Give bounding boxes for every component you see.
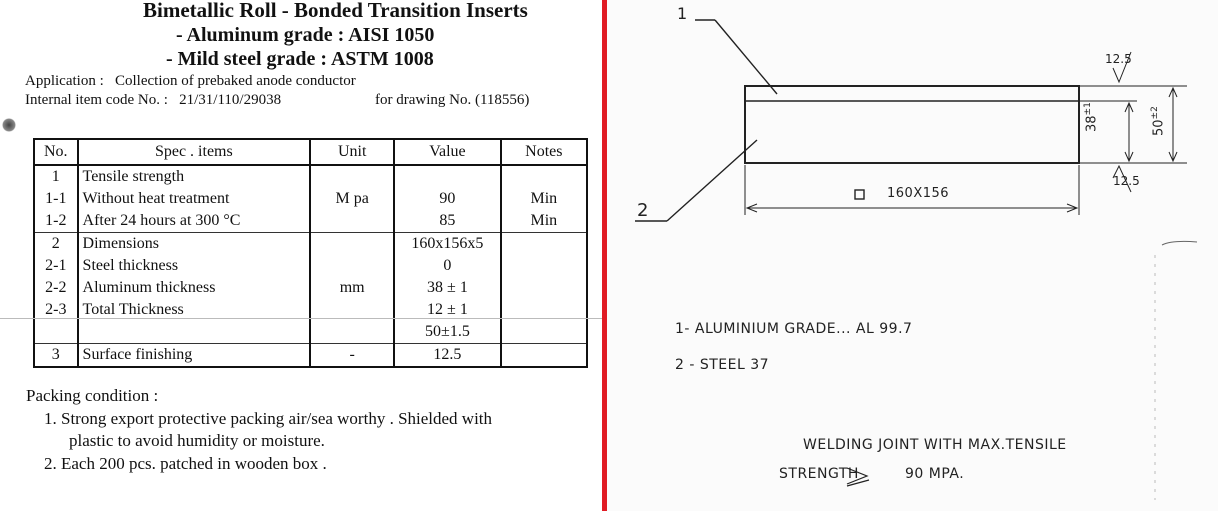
row-item: After 24 hours at 300 °C	[78, 210, 311, 233]
row-no: 2-3	[34, 299, 78, 321]
material-2-note: 2 - STEEL 37	[675, 357, 770, 373]
application-line	[25, 73, 356, 90]
row-item: Without heat treatment	[78, 188, 311, 210]
scan-line	[0, 318, 602, 319]
packing-item-1: 1. Strong export protective packing air/sea worthy . Shielded with	[44, 409, 493, 428]
row-no: 1	[34, 165, 78, 188]
size-label: 160X156	[887, 186, 950, 201]
row-item: Steel thickness	[78, 255, 311, 277]
row-notes	[501, 165, 587, 188]
part-outline	[745, 86, 1079, 163]
row-no: 2-1	[34, 255, 78, 277]
row-notes	[501, 321, 587, 344]
row-no: 3	[34, 344, 78, 368]
row-item: Aluminum thickness	[78, 277, 311, 299]
row-unit: -	[310, 344, 394, 368]
header-unit: Unit	[310, 139, 394, 165]
edge-mark	[1162, 241, 1197, 245]
callout-2-leader	[667, 140, 757, 221]
ink-smudge	[2, 118, 16, 132]
row-item: Total Thickness	[78, 299, 311, 321]
spec-sheet	[0, 0, 602, 511]
row-value: 12.5	[394, 344, 500, 368]
callout-1-leader	[715, 20, 777, 94]
row-notes	[501, 344, 587, 368]
packing-item-2: 2. Each 200 pcs. patched in wooden box .	[44, 454, 327, 473]
row-unit: M pa	[310, 165, 394, 233]
row-item: Surface finishing	[78, 344, 311, 368]
drawing-ref: for drawing No. (118556)	[375, 92, 530, 108]
dim-38-label: $38^{\pm 1}$	[1083, 102, 1100, 132]
row-unit: mm	[310, 233, 394, 344]
row-value	[394, 165, 500, 188]
welding-note-value: 90 MPA.	[905, 466, 965, 482]
row-value: 0	[394, 255, 500, 277]
packing-item-1-cont: plastic to avoid humidity or moisture.	[69, 431, 325, 450]
packing-title: Packing condition :	[26, 386, 159, 405]
header-notes: Notes	[501, 139, 587, 165]
row-no: 2-2	[34, 277, 78, 299]
row-value: 90	[394, 188, 500, 210]
row-item: Dimensions	[78, 233, 311, 256]
dim-50-label: $50^{\pm 2}$	[1150, 106, 1167, 136]
sheet-title: Bimetallic Roll - Bonded Transition Inserts	[143, 0, 528, 22]
table-row	[34, 233, 587, 256]
row-notes	[501, 233, 587, 256]
table-header-row	[34, 139, 587, 165]
row-notes: Min	[501, 188, 587, 210]
row-notes: Min	[501, 210, 587, 233]
application-value: Collection of prebaked anode conductor	[115, 73, 356, 89]
row-value: 38 ± 1	[394, 277, 500, 299]
row-value: 12 ± 1	[394, 299, 500, 321]
item-code-line	[25, 92, 530, 109]
header-value: Value	[394, 139, 500, 165]
row-value: 160x156x5	[394, 233, 500, 256]
drawing-svg	[607, 0, 1218, 511]
aluminum-grade: - Aluminum grade : AISI 1050	[176, 24, 435, 46]
technical-drawing	[607, 0, 1218, 511]
item-code-label: Internal item code No. :	[25, 92, 168, 108]
row-notes	[501, 255, 587, 277]
material-1-note: 1- ALUMINIUM GRADE... AL 99.7	[675, 321, 913, 337]
row-item	[78, 321, 311, 344]
callout-1-label: 1	[677, 4, 688, 23]
row-no: 2	[34, 233, 78, 256]
header-no: No.	[34, 139, 78, 165]
finish-top-label: 12.5	[1105, 52, 1132, 66]
row-value: 85	[394, 210, 500, 233]
welding-note-line-1: WELDING JOINT WITH MAX.TENSILE	[803, 437, 1067, 453]
row-value: 50±1.5	[394, 321, 500, 344]
table-row	[34, 344, 587, 368]
spec-table	[33, 138, 588, 368]
table-row	[34, 165, 587, 188]
steel-grade: - Mild steel grade : ASTM 1008	[166, 48, 434, 70]
finish-bottom-label: 12.5	[1113, 174, 1140, 188]
item-code-value: 21/31/110/29038	[179, 92, 282, 108]
square-symbol-icon	[855, 190, 864, 199]
welding-note-strength: STRENGTH	[779, 466, 859, 482]
row-item: Tensile strength	[78, 165, 311, 188]
application-label: Application :	[25, 73, 104, 89]
row-no: 1-1	[34, 188, 78, 210]
header-spec: Spec . items	[78, 139, 311, 165]
row-notes	[501, 277, 587, 299]
callout-2-label: 2	[637, 200, 649, 221]
row-no: 1-2	[34, 210, 78, 233]
row-no	[34, 321, 78, 344]
